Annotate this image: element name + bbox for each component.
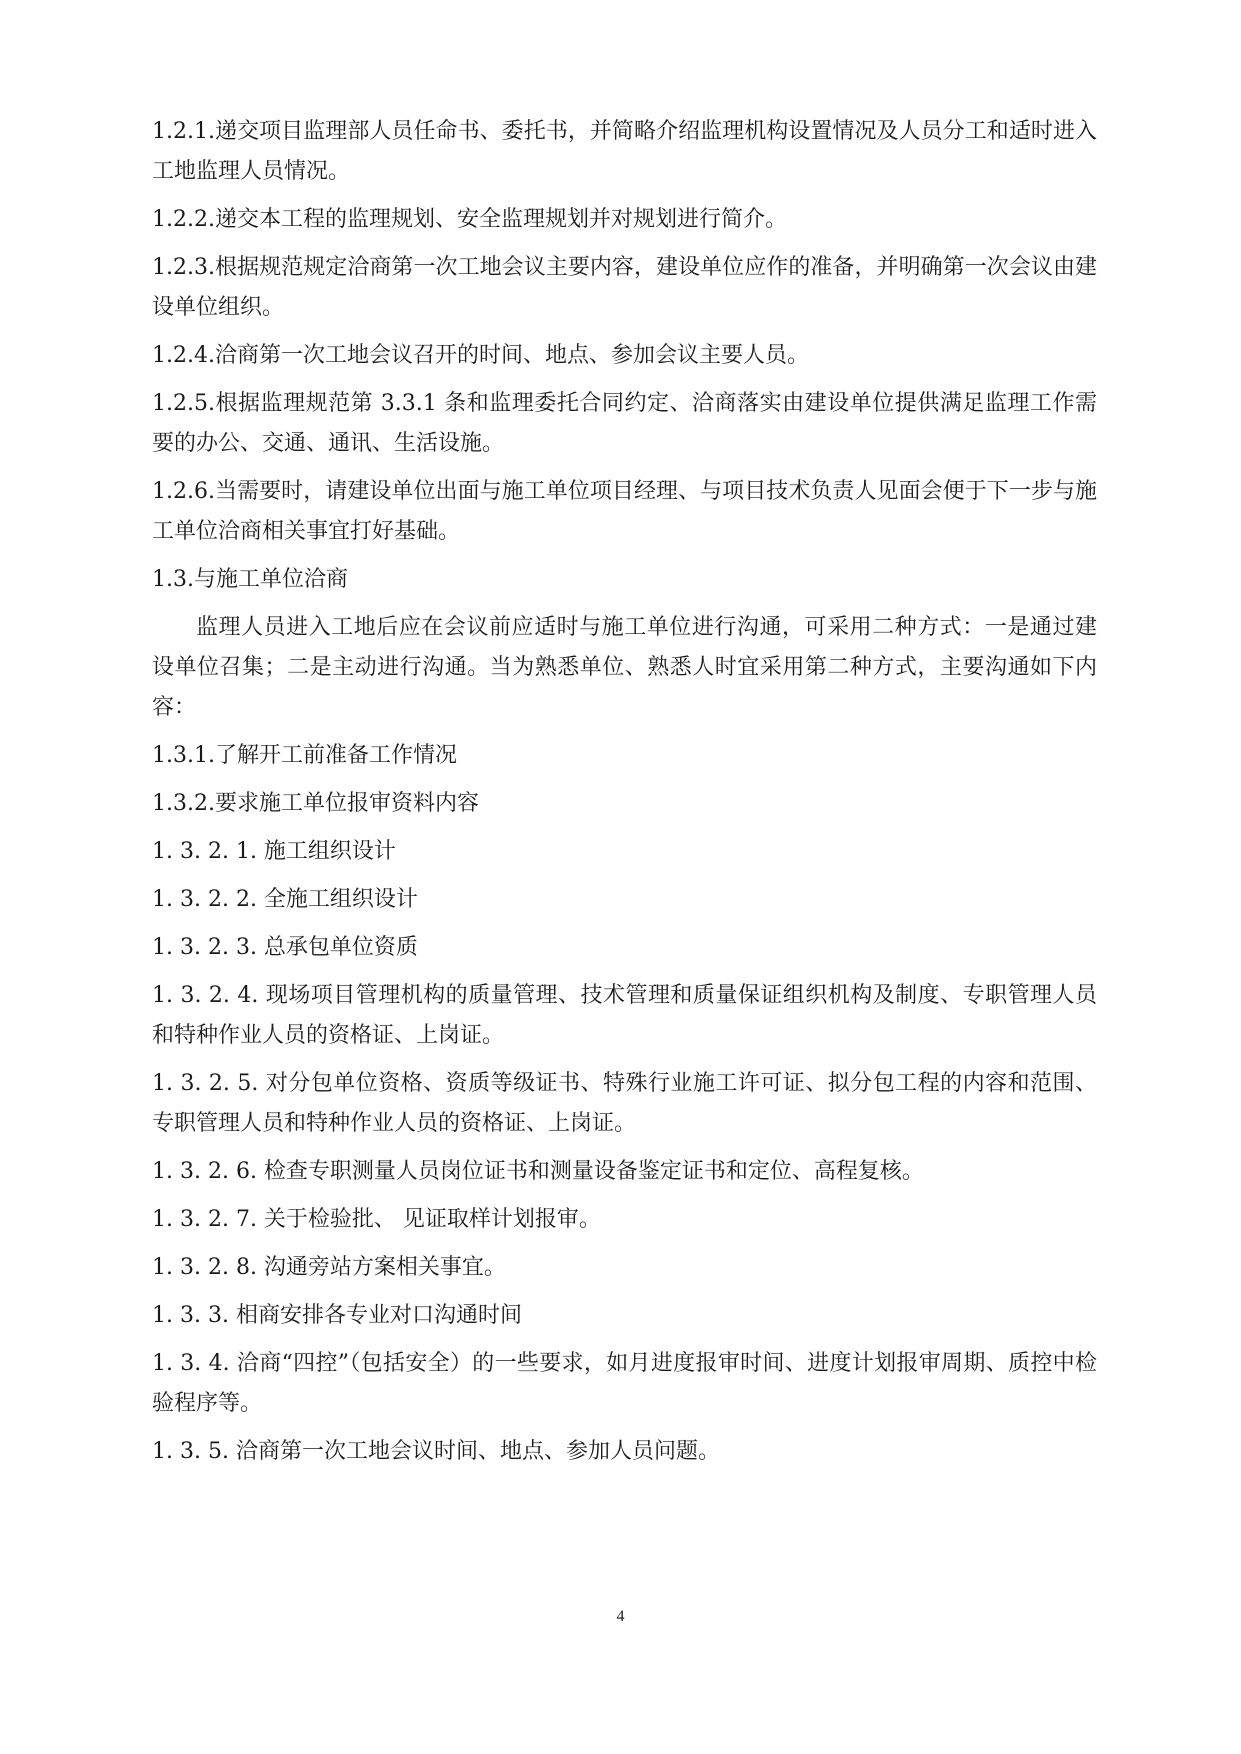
paragraph-1-3-2-7: 1. 3. 2. 7. 关于检验批、 见证取样计划报审。 (152, 1207, 601, 1232)
paragraph-1-3-3: 1. 3. 3. 相商安排各专业对口沟通时间 (152, 1303, 522, 1328)
intro-paragraph: 监理人员进入工地后应在会议前应适时与施工单位进行沟通，可采用二种方式：一是通过建设单位召集；二是主动进行沟通。当为熟悉单位、熟悉人时宜采用第二种方式，主要沟通如下内容： (152, 615, 1097, 720)
paragraph-1-3-2: 1.3.2.要求施工单位报审资料内容 (152, 791, 479, 816)
paragraph-1-3-2-6: 1. 3. 2. 6. 检查专职测量人员岗位证书和测量设备鉴定证书和定位、高程复核。 (152, 1159, 924, 1184)
paragraph-1-3-5: 1. 3. 5. 洽商第一次工地会议时间、地点、参加人员问题。 (152, 1439, 720, 1464)
paragraph-1-2-3: 1.2.3.根据规范规定洽商第一次工地会议主要内容，建设单位应作的准备，并明确第一次会议由建设单位组织。 (152, 255, 1097, 320)
paragraph-1-2-1: 1.2.1.递交项目监理部人员任命书、委托书，并简略介绍监理机构设置情况及人员分工和适时进入工地监理人员情况。 (152, 119, 1097, 184)
paragraph-1-3-2-4: 1. 3. 2. 4. 现场项目管理机构的质量管理、技术管理和质量保证组织机构及制度、专职管理人员和特种作业人员的资格证、上岗证。 (152, 983, 1097, 1048)
paragraph-1-3-2-3: 1. 3. 2. 3. 总承包单位资质 (152, 935, 418, 960)
paragraph-1-3-2-5: 1. 3. 2. 5. 对分包单位资格、资质等级证书、特殊行业施工许可证、拟分包工程的内容和范围、专职管理人员和特种作业人员的资格证、上岗证。 (152, 1071, 1097, 1136)
section-heading-1-3: 1.3.与施工单位洽商 (152, 567, 348, 592)
paragraph-1-3-2-2: 1. 3. 2. 2. 全施工组织设计 (152, 887, 418, 912)
paragraph-1-3-2-1: 1. 3. 2. 1. 施工组织设计 (152, 839, 396, 864)
paragraph-1-3-2-8: 1. 3. 2. 8. 沟通旁站方案相关事宜。 (152, 1255, 506, 1280)
page-number: 4 (616, 1608, 625, 1625)
document-body (152, 112, 1097, 1480)
paragraph-1-2-2: 1.2.2.递交本工程的监理规划、安全监理规划并对规划进行简介。 (152, 207, 787, 232)
paragraph-1-3-4: 1. 3. 4. 洽商“四控”（包括安全）的一些要求，如月进度报审时间、进度计划报审周期、质控中检验程序等。 (152, 1351, 1097, 1416)
paragraph-1-2-5: 1.2.5.根据监理规范第 3.3.1 条和监理委托合同约定、洽商落实由建设单位提供满足监理工作需要的办公、交通、通讯、生活设施。 (152, 391, 1097, 456)
paragraph-1-3-1: 1.3.1.了解开工前准备工作情况 (152, 743, 457, 768)
paragraph-1-2-6: 1.2.6.当需要时，请建设单位出面与施工单位项目经理、与项目技术负责人见面会便于下一步与施工单位洽商相关事宜打好基础。 (152, 479, 1097, 544)
paragraph-1-2-4: 1.2.4.洽商第一次工地会议召开的时间、地点、参加会议主要人员。 (152, 343, 809, 368)
